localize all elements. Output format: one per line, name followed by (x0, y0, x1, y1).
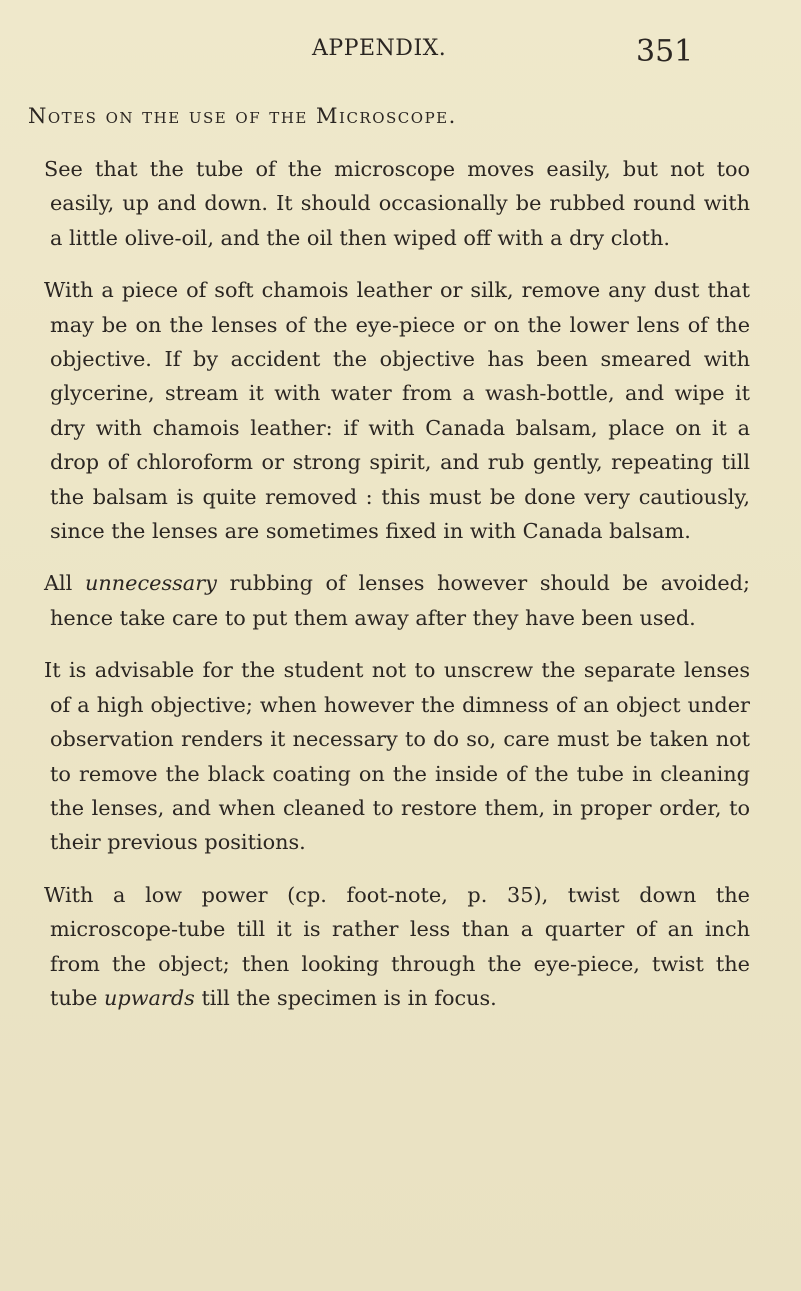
paragraph-text: till the specimen is in focus. (194, 985, 497, 1010)
paragraph-text: With a low power (cp. foot-note, p. 35), twist down the microscope-tube till it is rather less than a quarter of an inch from the object; then looking through the eye-piece, twist the tube (44, 882, 750, 1010)
paragraph-avoid-rubbing (44, 566, 750, 635)
paragraph-cleaning-lenses (44, 273, 750, 548)
page-number: 351 (636, 34, 694, 69)
emphasis-upwards: upwards (103, 985, 195, 1010)
paragraph-text: rubbing of lenses however should be avoided; hence take care to put them away after they have been used. (50, 571, 750, 630)
paragraph-text: See that the tube of the microscope moves easily, but not too easily, up and down. It should occasionally be rubbed round with a little olive-oil, and the oil then wiped off with a dry cloth. (44, 157, 750, 250)
paragraph-text: It is advisable for the student not to unscrew the separate lenses of a high objective; when however the dimness of an object under observation renders it necessary to do so, care must be taken not to remove the black coating on the inside of the tube in cleaning the lenses, and when cleaned to restore them, in proper order, to their previous positions. (44, 658, 750, 855)
paragraph-text: With a piece of soft chamois leather or silk, remove any dust that may be on the lenses of the eye-piece or on the lower lens of the objective. If by accident the objective has been smeared with glycerine, stream it with water from a wash-bottle, and wipe it dry with chamois leather: if with Canada balsam, place on it a drop of chloroform or strong spirit, and rub gently, repeating till the balsam is quite removed : this must be done very cautiously, since the lenses are sometimes fixed in with Canada balsam. (44, 278, 750, 544)
paragraph-tube-movement (44, 152, 750, 255)
paragraph-unscrew-lenses (44, 653, 750, 859)
section-title: Notes on the use of the Microscope. (28, 104, 457, 128)
emphasis-unnecessary: unnecessary (85, 571, 217, 596)
paragraph-focusing (44, 878, 750, 1016)
running-title: APPENDIX. (312, 36, 447, 61)
running-head (0, 34, 801, 74)
body-text (44, 152, 750, 1015)
paragraph-text: All (44, 571, 85, 596)
